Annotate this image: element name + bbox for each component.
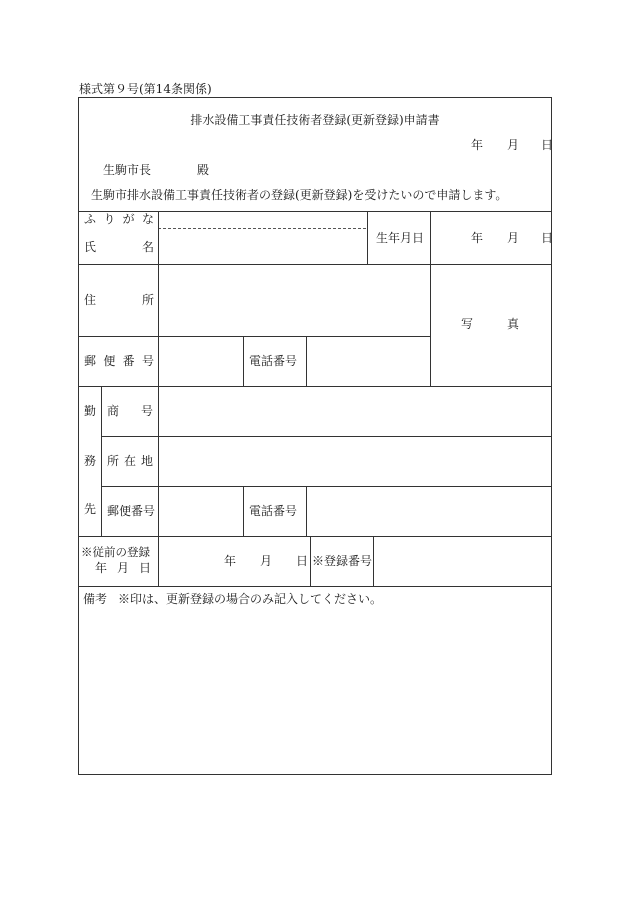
location-char: 在 — [123, 454, 136, 468]
trade-char: 商 — [107, 404, 120, 418]
form-title: 排水設備工事責任技術者登録(更新登録)申請書 — [190, 113, 440, 127]
col-divider — [373, 536, 374, 586]
form-number: 様式第９号(第14条関係) — [79, 82, 212, 96]
postal-char: 便 — [103, 354, 116, 368]
col-divider — [243, 336, 244, 386]
col-divider — [158, 211, 159, 264]
row-divider — [79, 336, 430, 337]
col-divider — [158, 264, 159, 386]
row-divider — [101, 486, 551, 487]
workplace-label-char: 先 — [84, 502, 97, 516]
col-divider — [158, 386, 159, 536]
header-date-month: 月 — [507, 138, 520, 152]
name-char: 氏 — [84, 240, 97, 254]
col-divider — [101, 386, 102, 536]
workplace-postal-label: 郵便番号 — [107, 504, 156, 518]
workplace-label-char: 勤 — [84, 404, 97, 418]
trade-char: 号 — [140, 404, 153, 418]
addressee-honorific: 殿 — [197, 163, 210, 177]
address-char: 所 — [141, 293, 154, 307]
postal-char: 番 — [122, 354, 135, 368]
furigana-char: な — [141, 212, 154, 226]
photo-char: 真 — [506, 317, 519, 331]
row-divider — [79, 536, 551, 537]
photo-char: 写 — [461, 317, 474, 331]
col-divider — [243, 486, 244, 536]
prev-reg-char: 年 — [95, 561, 108, 575]
previous-registration-date-label — [95, 561, 151, 575]
previous-day: 日 — [296, 554, 309, 568]
address-label — [84, 293, 154, 307]
row-divider — [79, 264, 551, 265]
col-divider — [367, 211, 368, 264]
remarks-note: ※印は、更新登録の場合のみ記入してください。 — [118, 592, 383, 606]
previous-year: 年 — [224, 554, 237, 568]
col-divider — [310, 536, 311, 586]
furigana-char: り — [103, 212, 116, 226]
application-form — [78, 97, 552, 775]
furigana-label — [84, 212, 154, 226]
row-divider — [79, 386, 551, 387]
postal-code-label — [84, 354, 154, 368]
addressee-name: 生駒市長 — [103, 163, 152, 177]
header-date-day: 日 — [541, 138, 554, 152]
location-label — [107, 454, 153, 468]
birth-month: 月 — [507, 231, 520, 245]
col-divider — [158, 536, 159, 586]
furigana-divider — [158, 228, 366, 229]
previous-month: 月 — [260, 554, 273, 568]
registration-number-label: ※登録番号 — [312, 554, 373, 568]
location-char: 所 — [107, 454, 120, 468]
furigana-char: が — [122, 212, 135, 226]
location-char: 地 — [140, 454, 153, 468]
name-label — [84, 240, 154, 254]
row-divider — [101, 436, 551, 437]
prev-reg-char: 日 — [138, 561, 151, 575]
col-divider — [306, 336, 307, 386]
phone-label: 電話番号 — [249, 354, 298, 368]
previous-registration-label: ※従前の登録 — [81, 545, 150, 559]
trade-name-label — [107, 404, 153, 418]
postal-char: 郵 — [84, 354, 97, 368]
postal-char: 号 — [141, 354, 154, 368]
remarks-label: 備考 — [83, 592, 108, 606]
address-char: 住 — [84, 293, 97, 307]
workplace-phone-label: 電話番号 — [249, 504, 298, 518]
header-date-year: 年 — [471, 138, 484, 152]
col-divider — [306, 486, 307, 536]
birth-year: 年 — [471, 231, 484, 245]
name-char: 名 — [141, 240, 154, 254]
application-statement: 生駒市排水設備工事責任技術者の登録(更新登録)を受けたいので申請します。 — [91, 188, 508, 202]
col-divider — [430, 211, 431, 386]
photo-label — [461, 317, 519, 331]
workplace-label-char: 務 — [84, 454, 97, 468]
birth-day: 日 — [541, 231, 554, 245]
prev-reg-char: 月 — [116, 561, 129, 575]
furigana-char: ふ — [84, 212, 97, 226]
birthdate-label: 生年月日 — [376, 231, 425, 245]
row-divider — [79, 586, 551, 587]
